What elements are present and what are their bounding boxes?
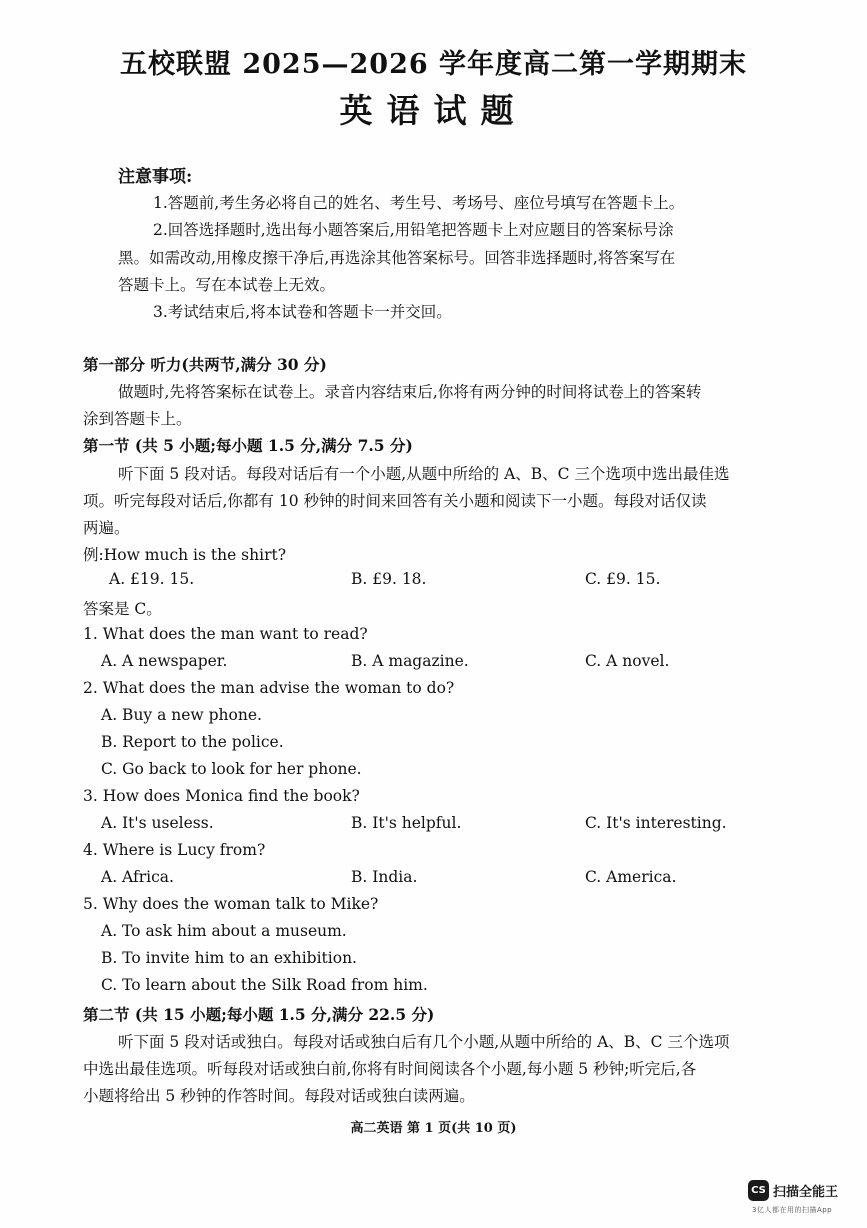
option-c: C. It's interesting.	[585, 814, 727, 832]
option-c: C. To learn about the Silk Road from him.	[101, 976, 428, 994]
option-c: C. A novel.	[585, 652, 670, 670]
question-3: 3. How does Monica find the book?	[83, 787, 360, 805]
example-question: 例:How much is the shirt?	[83, 546, 287, 564]
section2-heading: 第二节 (共 15 小题;每小题 1.5 分,满分 22.5 分)	[83, 1005, 435, 1024]
option-a: A. £19. 15.	[109, 570, 195, 588]
part1-intro-line: 涂到答题卡上。	[83, 410, 192, 428]
example-answer: 答案是 C。	[83, 600, 162, 618]
question-1: 1. What does the man want to read?	[83, 625, 368, 643]
option-c: C. America.	[585, 868, 677, 886]
question-2: 2. What does the man advise the woman to do?	[83, 679, 455, 697]
section1-heading: 第一节 (共 5 小题;每小题 1.5 分,满分 7.5 分)	[83, 436, 413, 455]
note-line: 答题卡上。写在本试卷上无效。	[118, 276, 336, 294]
option-b: B. A magazine.	[351, 652, 469, 670]
option-b: B. £9. 18.	[351, 570, 427, 588]
section2-intro-line: 中选出最佳选项。听每段对话或独白前,你将有时间阅读各个小题,每小题 5 秒钟;听完后,各	[83, 1060, 697, 1078]
part1-intro-line: 做题时,先将答案标在试卷上。录音内容结束后,你将有两分钟的时间将试卷上的答案转	[118, 383, 702, 401]
note-line: 3.考试结束后,将本试卷和答题卡一并交回。	[153, 303, 452, 321]
scanner-app-name: 扫描全能王	[773, 1185, 839, 1200]
option-b: B. India.	[351, 868, 418, 886]
option-a: A. Buy a new phone.	[101, 706, 262, 724]
option-a: A. Africa.	[101, 868, 174, 886]
note-line: 2.回答选择题时,选出每小题答案后,用铅笔把答题卡上对应题目的答案标号涂	[153, 221, 674, 239]
option-a: A. A newspaper.	[101, 652, 228, 670]
note-line: 黑。如需改动,用橡皮擦干净后,再选涂其他答案标号。回答非选择题时,将答案写在	[118, 249, 676, 267]
exam-title: 五校联盟 2025—2026 学年度高二第一学期期末	[119, 49, 748, 80]
section2-intro-line: 听下面 5 段对话或独白。每段对话或独白后有几个小题,从题中所给的 A、B、C 三个选项	[118, 1033, 730, 1051]
section1-intro-line: 项。听完每段对话后,你都有 10 秒钟的时间来回答有关小题和阅读下一小题。每段对话仅读	[83, 492, 707, 510]
section1-intro-line: 两遍。	[83, 519, 130, 537]
option-c: C. Go back to look for her phone.	[101, 760, 362, 778]
note-line: 1.答题前,考生务必将自己的姓名、考生号、考场号、座位号填写在答题卡上。	[153, 194, 685, 212]
option-b: B. Report to the police.	[101, 733, 284, 751]
exam-subject: 英语试题	[339, 91, 528, 130]
part1-heading: 第一部分 听力(共两节,满分 30 分)	[83, 355, 327, 374]
option-b: B. To invite him to an exhibition.	[101, 949, 357, 967]
option-b: B. It's helpful.	[351, 814, 462, 832]
notes-heading: 注意事项:	[118, 167, 193, 187]
page-footer: 高二英语 第 1 页(共 10 页)	[350, 1121, 517, 1136]
question-5: 5. Why does the woman talk to Mike?	[83, 895, 379, 913]
scanner-tagline: 3亿人都在用的扫描App	[752, 1206, 833, 1214]
scanner-watermark	[748, 1180, 838, 1201]
camscanner-logo-icon: CS	[748, 1180, 769, 1201]
option-c: C. £9. 15.	[585, 570, 661, 588]
section1-intro-line: 听下面 5 段对话。每段对话后有一个小题,从题中所给的 A、B、C 三个选项中选出最佳选	[118, 465, 730, 483]
option-a: A. To ask him about a museum.	[101, 922, 347, 940]
option-a: A. It's useless.	[101, 814, 214, 832]
section2-intro-line: 小题将给出 5 秒钟的作答时间。每段对话或独白读两遍。	[83, 1087, 475, 1105]
question-4: 4. Where is Lucy from?	[83, 841, 266, 859]
